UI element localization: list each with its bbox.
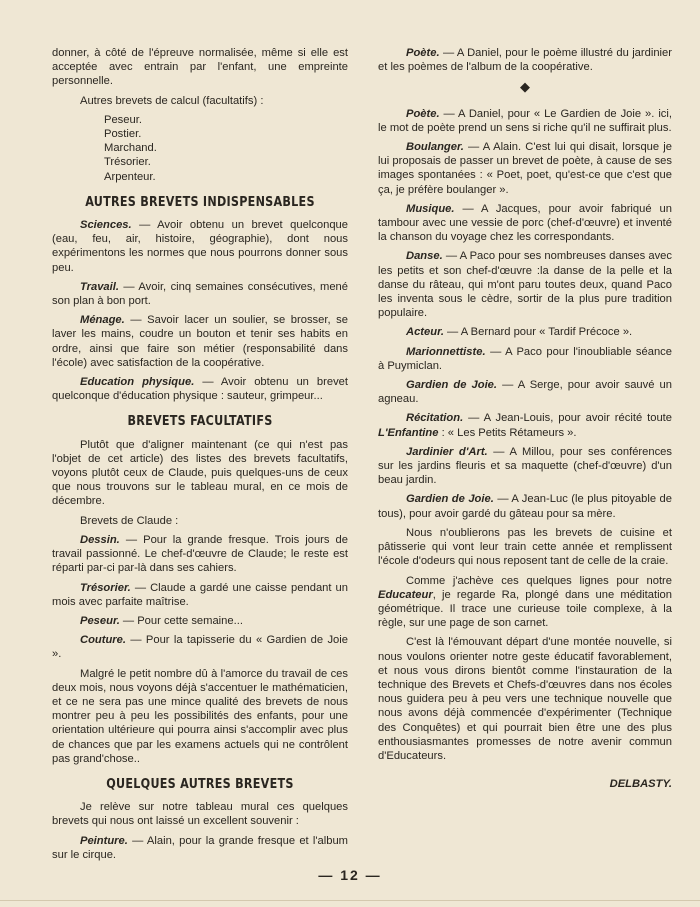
paragraph	[378, 202, 672, 245]
entry-text: — A Bernard pour « Tardif Précoce ».	[443, 326, 633, 339]
entry-text: — A Jean-Louis, pour avoir récité toute	[463, 412, 672, 425]
entry-text: — Avoir obtenu un brevet quelconque d'éducation physique : sauteur, grimpeur...	[52, 376, 348, 403]
entry-text: : « Les Petits Rétameurs ».	[438, 426, 577, 439]
paragraph	[52, 280, 348, 308]
entry-lead: Poète.	[406, 47, 440, 59]
entry-text: — A Daniel, pour le poème illustré du jardinier et les poèmes de l'album de la coopérative.	[378, 47, 672, 74]
right-column	[378, 46, 672, 791]
list-item: Postier.	[104, 128, 142, 141]
entry-text: — A Serge, pour avoir sauvé un agneau.	[378, 379, 672, 406]
entry-lead: Travail.	[80, 280, 119, 293]
section-heading: QUELQUES AUTRES BREVETS	[106, 776, 294, 792]
paragraph	[52, 218, 348, 275]
paragraph	[378, 325, 672, 339]
paragraph: Brevets de Claude :	[80, 514, 179, 527]
paragraph: Malgré le petit nombre dû à l'amorce du travail de ces deux mois, nous voyons déjà s'accentuer le mathématicien, et ce ne sera pas une mince qualité des brevets de nous montrer peu à peu les possibilités des enfants, pour une orientation ultérieure qui pourra ainsi s'accomplir avec plus de chances que par les examens actuels qui ne contrôlent pas grand'chose..	[52, 667, 348, 765]
entry-text: , je regarde Ra, plongé dans une méditation géométrique. Il trace une curieuse toile complexe, à la règle, sur une page de son carnet.	[378, 588, 672, 630]
entry-text: Comme j'achève ces quelques lignes pour notre	[406, 574, 672, 587]
entry-lead: Danse.	[406, 250, 443, 263]
entry-lead: Educateur	[378, 588, 433, 601]
entry-lead: Ménage.	[80, 314, 125, 327]
list-item: Trésorier.	[104, 156, 151, 169]
entry-text: — A Jean-Luc (le plus pitoyable de tous), pour avoir gardé du gâteau pour sa mère.	[378, 493, 672, 520]
entry-text: — A Daniel, pour « Le Gardien de Joie ». ici, le mot de poète prend un sens si riche qu'il ne suffirait plus.	[378, 107, 672, 134]
paragraph	[378, 445, 672, 488]
entry-text: — Claude a gardé une caisse pendant un mois avec parfaite maîtrise.	[52, 581, 348, 608]
paragraph	[52, 614, 348, 628]
paragraph: Autres brevets de calcul (facultatifs) :	[80, 94, 264, 107]
entry-lead: Peinture.	[80, 834, 128, 847]
paragraph	[378, 140, 672, 197]
entry-text: — Alain, pour la grande fresque et l'album sur le cirque.	[52, 834, 348, 861]
bottom-divider	[0, 900, 700, 901]
left-column	[52, 46, 348, 867]
entry-lead: Poète.	[406, 107, 440, 120]
entry-text: — Pour la tapisserie du « Gardien de Joie ».	[52, 634, 348, 661]
paragraph: C'est là l'émouvant départ d'une montée nouvelle, si nous voulons orienter notre geste éducatif favorablement, et nous vous dirons bientôt comme l'instauration de la technique des Brevets et Chefs-d'œuvres dans nos écoles nous guidera peu à peu vers une technique nouvelle que nous avons déjà commencée d'expérimenter (Technique des Conquêtes) et qui pourrait bien être une des plus enthousiasmantes promesses de notre avenir commun d'Educateurs.	[378, 636, 672, 762]
paragraph	[378, 492, 672, 520]
entry-lead: Boulanger.	[406, 141, 464, 154]
paragraph	[378, 249, 672, 320]
calc-brevets-list	[52, 113, 348, 184]
diamond-ornament-icon: ◆	[520, 79, 530, 95]
entry-lead: Education physique.	[80, 376, 195, 389]
entry-lead: L'Enfantine	[378, 426, 439, 439]
list-item: Peseur.	[104, 113, 142, 126]
entry-lead: Acteur.	[406, 326, 444, 339]
entry-text: — A Millou, pour ses conférences sur les jardins fleuris et sa maquette (chef-d'œuvre) d'un beau jardin.	[378, 445, 672, 487]
list-item: Arpenteur.	[104, 170, 156, 183]
paragraph: Je relève sur notre tableau mural ces quelques brevets qui nous ont laissé un excellent souvenir :	[52, 801, 348, 828]
entry-text: — Avoir obtenu un brevet quelconque (eau, feu, air, histoire, géographie), dont nous expérimentons les normes que nous pourrons donner sous peu.	[52, 219, 348, 274]
entry-text: — Avoir, cinq semaines consécutives, mené son plan à bon port.	[52, 280, 348, 308]
entry-lead: Jardinier d'Art.	[406, 445, 488, 458]
paragraph: Plutôt que d'aligner maintenant (ce qui n'est pas l'objet de cet article) des listes des brevets facultatifs, voyons plutôt ceux de Claude, puis quelques-uns de ceux que nous trouvons sur le tableau mural, en ce mois de décembre.	[52, 438, 348, 508]
paragraph	[52, 313, 348, 370]
entry-lead: Gardien de Joie.	[406, 493, 494, 506]
paragraph	[52, 533, 348, 576]
section-heading: AUTRES BREVETS INDISPENSABLES	[85, 194, 315, 210]
paragraph	[52, 375, 348, 403]
paragraph	[378, 345, 672, 373]
entry-lead: Sciences.	[80, 219, 132, 232]
section-heading: BREVETS FACULTATIFS	[127, 414, 273, 430]
entry-text: — A Paco pour ses nombreuses danses avec les petits et son chef-d'œuvre :la danse de la pelle et la danse du râteau, qui m'ont paru toutes deux, quand Paco les inventa sous le cèdre, sortir de la plus pure tradition populaire.	[378, 250, 672, 320]
entry-text: — A Alain. C'est lui qui disait, lorsque je lui proposais de passer un brevet de poète, à cause de ses images spontanées : « Poet, poet, qu'est-ce que c'est que ça, je préfère boulanger ».	[378, 141, 672, 196]
entry-text: — A Jacques, pour avoir fabriqué un tambour avec une vessie de porc (chef-d'œuvre) et inventé la chanson du voyage chez les correspondants.	[378, 202, 672, 244]
entry-text: — Pour cette semaine...	[119, 614, 243, 627]
entry-lead: Couture.	[80, 634, 126, 647]
entry-lead: Musique.	[406, 202, 455, 215]
paragraph	[378, 574, 672, 631]
paragraph	[52, 633, 348, 661]
author-signature: DELBASTY.	[609, 778, 672, 791]
paragraph	[378, 411, 672, 439]
paragraph	[52, 581, 348, 609]
paragraph	[378, 46, 672, 74]
paragraph	[52, 834, 348, 862]
entry-lead: Marionnettiste.	[406, 345, 486, 358]
entry-lead: Gardien de Joie.	[406, 379, 498, 392]
paragraph: Nous n'oublierons pas les brevets de cuisine et pâtisserie qui vont leur train cette année et remplissent l'école d'odeurs qui nous reposent tant de celle de la craie.	[378, 526, 672, 568]
entry-text: — Savoir lacer un soulier, se brosser, se laver les mains, coudre un bouton et tenir ses habits en ordre, ainsi que faire son métier (responsabilité dans l'école) avec satisfaction de la coopérative.	[52, 314, 348, 369]
entry-lead: Dessin.	[80, 533, 120, 546]
entry-text: — Pour la grande fresque. Trois jours de travail passionné. Le chef-d'œuvre de Claude; le reste est réparti par-ci par-là dans ses cahiers.	[52, 533, 348, 575]
entry-lead: Récitation.	[406, 412, 464, 425]
paragraph	[378, 378, 672, 406]
entry-lead: Trésorier.	[80, 581, 131, 594]
paragraph	[378, 107, 672, 135]
entry-lead: Peseur.	[80, 614, 120, 627]
page-number: — 12 —	[318, 867, 382, 883]
entry-text: — A Paco pour l'inoubliable séance à Puymiclan.	[378, 345, 672, 372]
paragraph: donner, à côté de l'épreuve normalisée, même si elle est acceptée avec entrain par l'enfant, une empreinte personnelle.	[52, 47, 348, 88]
list-item: Marchand.	[104, 142, 157, 155]
